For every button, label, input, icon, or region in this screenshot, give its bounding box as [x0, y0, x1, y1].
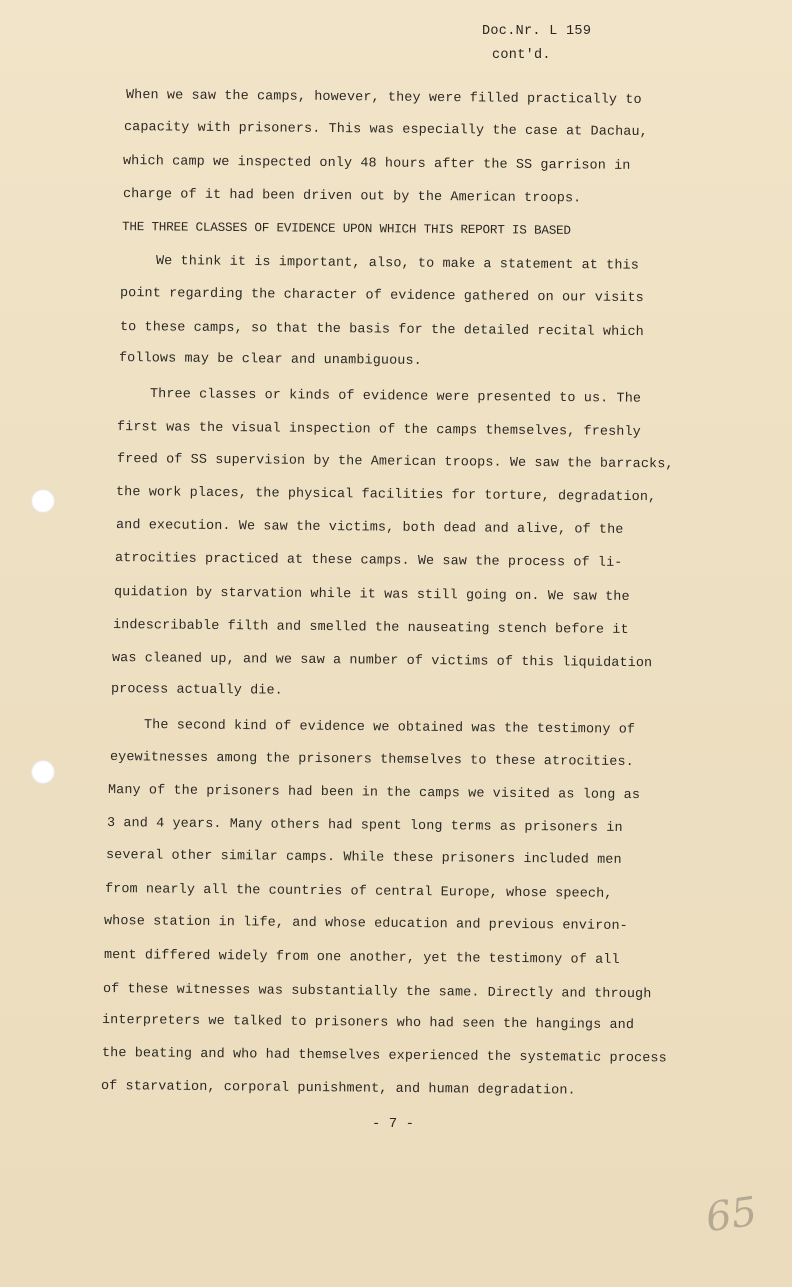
body-line: to these camps, so that the basis for the detailed recital which: [119, 320, 644, 341]
body-line: The second kind of evidence we obtained was the testimony of: [143, 718, 636, 738]
body-line: ment differed widely from one another, yet the testimony of all: [103, 948, 620, 968]
body-line: Many of the prisoners had been in the camps we visited as long as: [107, 783, 641, 804]
body-line: eyewitnesses among the prisoners themselves to these atrocities.: [109, 750, 634, 771]
body-line: point regarding the character of evidence gathered on our visits: [119, 286, 644, 307]
handwritten-annotation: 65: [703, 1188, 760, 1242]
body-line: the work places, the physical facilities for torture, degradation,: [115, 485, 657, 506]
body-line: follows may be clear and unambiguous.: [118, 351, 422, 369]
body-line: and execution. We saw the victims, both dead and alive, of the: [115, 518, 624, 538]
body-line: When we saw the camps, however, they were filled practically to: [125, 88, 642, 108]
document-header: [482, 20, 591, 68]
continued-label: cont'd.: [492, 48, 551, 63]
body-line: of these witnesses was substantially the same. Directly and through: [102, 982, 652, 1003]
punch-hole-upper: [31, 489, 55, 513]
body-line: from nearly all the countries of central Europe, whose speech,: [104, 882, 613, 902]
body-line: 3 and 4 years. Many others had spent long terms as prisoners in: [106, 816, 623, 836]
body-line: first was the visual inspection of the camps themselves, freshly: [116, 420, 641, 441]
body-line: whose station in life, and whose education and previous environ-: [103, 914, 628, 935]
body-line: freed of SS supervision by the American troops. We saw the barracks,: [116, 452, 674, 473]
body-line: charge of it had been driven out by the American troops.: [122, 187, 582, 207]
body-line: indescribable filth and smelled the nauseating stench before it: [112, 618, 629, 638]
body-line: We think it is important, also, to make a statement at this: [155, 254, 640, 274]
section-heading: THE THREE CLASSES OF EVIDENCE UPON WHICH THIS REPORT IS BASED: [121, 220, 571, 238]
body-line: capacity with prisoners. This was especially the case at Dachau,: [123, 120, 648, 141]
punch-hole-lower: [31, 760, 55, 784]
body-line: several other similar camps. While these prisoners included men: [105, 848, 622, 868]
body-line: which camp we inspected only 48 hours after the SS garrison in: [122, 154, 631, 174]
body-line: Three classes or kinds of evidence were presented to us. The: [149, 387, 642, 407]
body-line: interpreters we talked to prisoners who had seen the hangings and: [101, 1013, 635, 1034]
body-line: process actually die.: [110, 682, 283, 699]
document-number: Doc.Nr. L 159: [482, 24, 592, 39]
body-line: of starvation, corporal punishment, and human degradation.: [100, 1079, 576, 1099]
page-number: - 7 -: [372, 1116, 415, 1132]
body-line: atrocities practiced at these camps. We saw the process of li-: [114, 551, 623, 571]
body-line: quidation by starvation while it was still going on. We saw the: [113, 585, 630, 605]
body-line: was cleaned up, and we saw a number of victims of this liquidation: [111, 651, 653, 672]
body-line: the beating and who had themselves experienced the systematic process: [101, 1046, 667, 1067]
